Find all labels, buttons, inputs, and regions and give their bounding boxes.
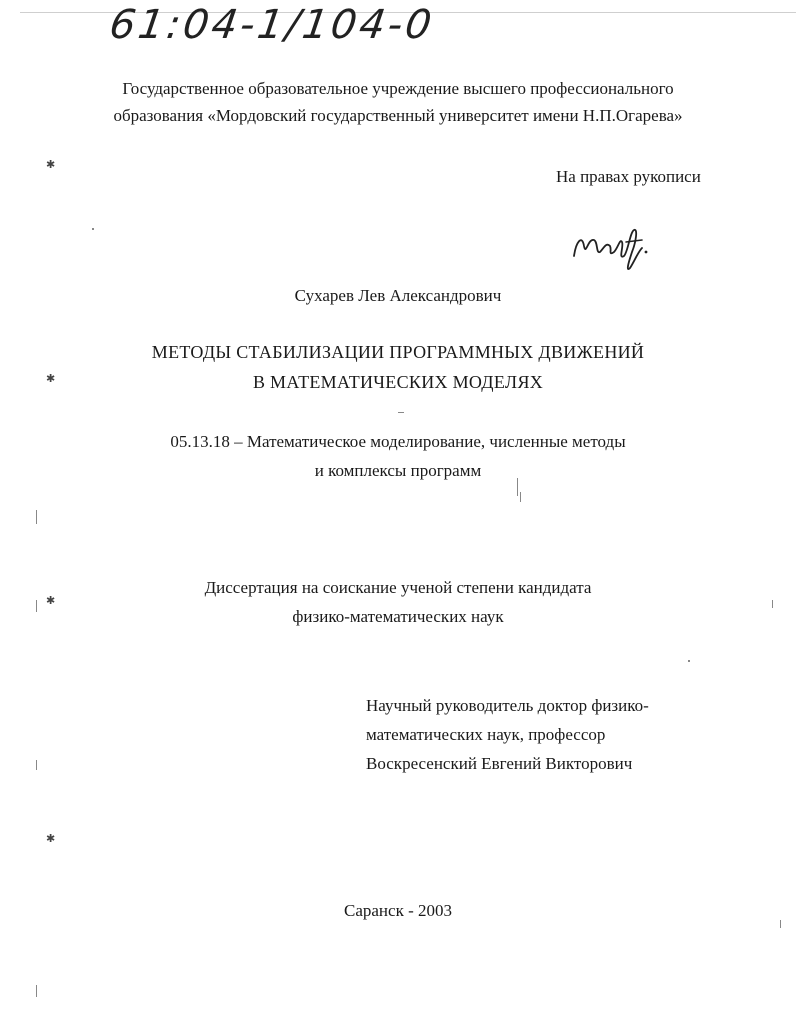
supervisor-line-2: математических наук, профессор: [366, 725, 606, 744]
scan-speck: [780, 920, 781, 928]
scan-speck: [520, 492, 521, 502]
place-year: Саранск - 2003: [344, 901, 452, 920]
institution-line-1: Государственное образовательное учреждение высшего профессионального: [122, 79, 674, 98]
archive-code: 61:04-1/104-0: [106, 2, 438, 48]
manuscript-rights: На правах рукописи: [556, 167, 701, 186]
scan-speck: [36, 760, 37, 770]
supervisor-line-1: Научный руководитель доктор физико-: [366, 696, 649, 715]
scan-speck: [36, 600, 37, 612]
margin-mark-4: ✱: [46, 832, 56, 845]
scan-speck: [688, 660, 690, 662]
institution-line-2: образования «Мордовский государственный университет имени Н.П.Огарева»: [113, 106, 683, 125]
title-line-1: МЕТОДЫ СТАБИЛИЗАЦИИ ПРОГРАММНЫХ ДВИЖЕНИЙ: [151, 342, 645, 362]
margin-mark-1: ✱: [46, 158, 56, 171]
scan-speck: [36, 510, 37, 524]
title-line-2: В МАТЕМАТИЧЕСКИХ МОДЕЛЯХ: [252, 372, 544, 392]
margin-mark-2: ✱: [46, 372, 56, 385]
author-name: Сухарев Лев Александрович: [294, 286, 502, 305]
scan-speck: [36, 985, 37, 997]
signature: [568, 212, 654, 276]
specialty-line-1: 05.13.18 – Математическое моделирование, численные методы: [170, 432, 626, 451]
scan-speck: [517, 478, 518, 496]
dissertation-line-2: физико-математических наук: [292, 607, 504, 626]
margin-mark-3: ✱: [46, 594, 56, 607]
scan-speck: [398, 412, 404, 413]
specialty-line-2: и комплексы программ: [314, 461, 482, 480]
scan-speck: [92, 228, 94, 230]
supervisor-line-3: Воскресенский Евгений Викторович: [366, 754, 633, 773]
scan-speck: [772, 600, 773, 608]
dissertation-line-1: Диссертация на соискание ученой степени кандидата: [204, 578, 592, 597]
